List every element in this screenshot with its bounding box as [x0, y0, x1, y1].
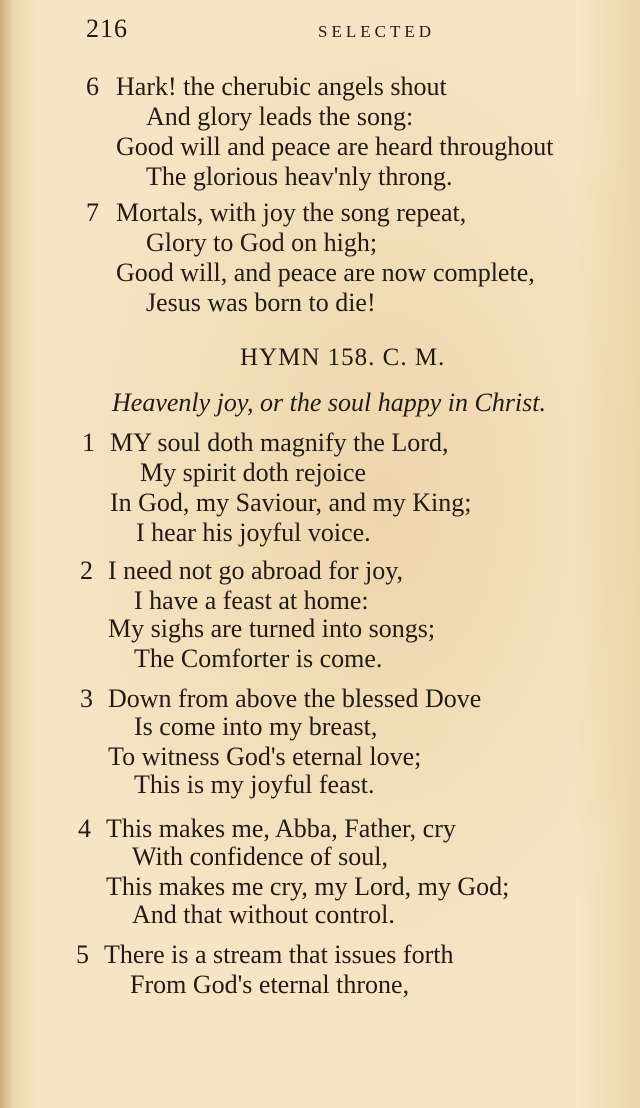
verse-line: There is a stream that issues forth [104, 940, 454, 969]
verse-line: From God's eternal throne, [130, 970, 410, 999]
verse-line: Glory to God on high; [146, 228, 378, 257]
page-header [86, 14, 640, 50]
verse-line: I hear his joyful voice. [136, 518, 371, 547]
hymn-subtitle: Heavenly joy, or the soul happy in Christ. [112, 388, 547, 417]
verse-line: Down from above the blessed Dove [108, 684, 482, 713]
verse-line: This is my joyful feast. [134, 770, 375, 799]
stanza-number: 1 [82, 428, 95, 457]
stanza-number: 2 [80, 556, 93, 585]
verse-line: The Comforter is come. [134, 644, 383, 673]
verse-line: To witness God's eternal love; [108, 742, 422, 771]
verse-line: Is come into my breast, [134, 712, 378, 741]
verse-line: Jesus was born to die! [146, 288, 376, 317]
verse-line: The glorious heav'nly throng. [146, 162, 453, 191]
verse-line: Good will and peace are heard throughout [116, 132, 554, 161]
verse-line: This makes me, Abba, Father, cry [106, 814, 456, 843]
verse-line: And glory leads the song: [146, 102, 414, 131]
stanza-number: 6 [86, 72, 99, 101]
binding-shadow [0, 0, 14, 1108]
page-number: 216 [86, 14, 128, 43]
running-head: SELECTED [318, 22, 435, 41]
verse-line: I have a feast at home: [134, 586, 369, 615]
verse-line: Hark! the cherubic angels shout [116, 72, 447, 101]
stanza-number: 3 [80, 684, 93, 713]
stanza-number: 5 [76, 940, 89, 969]
verse-line: This makes me cry, my Lord, my God; [106, 872, 510, 901]
verse-line: MY soul doth magnify the Lord, [110, 428, 449, 457]
verse-line: I need not go abroad for joy, [108, 556, 404, 585]
verse-line: Good will, and peace are now complete, [116, 258, 535, 287]
verse-line: With confidence of soul, [132, 842, 388, 871]
verse-line: My sighs are turned into songs; [108, 614, 436, 643]
verse-line: In God, my Saviour, and my King; [110, 488, 472, 517]
stanza-number: 7 [86, 198, 99, 227]
verse-line: Mortals, with joy the song repeat, [116, 198, 467, 227]
verse-line: And that without control. [132, 900, 395, 929]
verse-line: My spirit doth rejoice [140, 458, 367, 487]
hymn-title: HYMN 158. C. M. [240, 344, 446, 371]
stanza-number: 4 [78, 814, 91, 843]
